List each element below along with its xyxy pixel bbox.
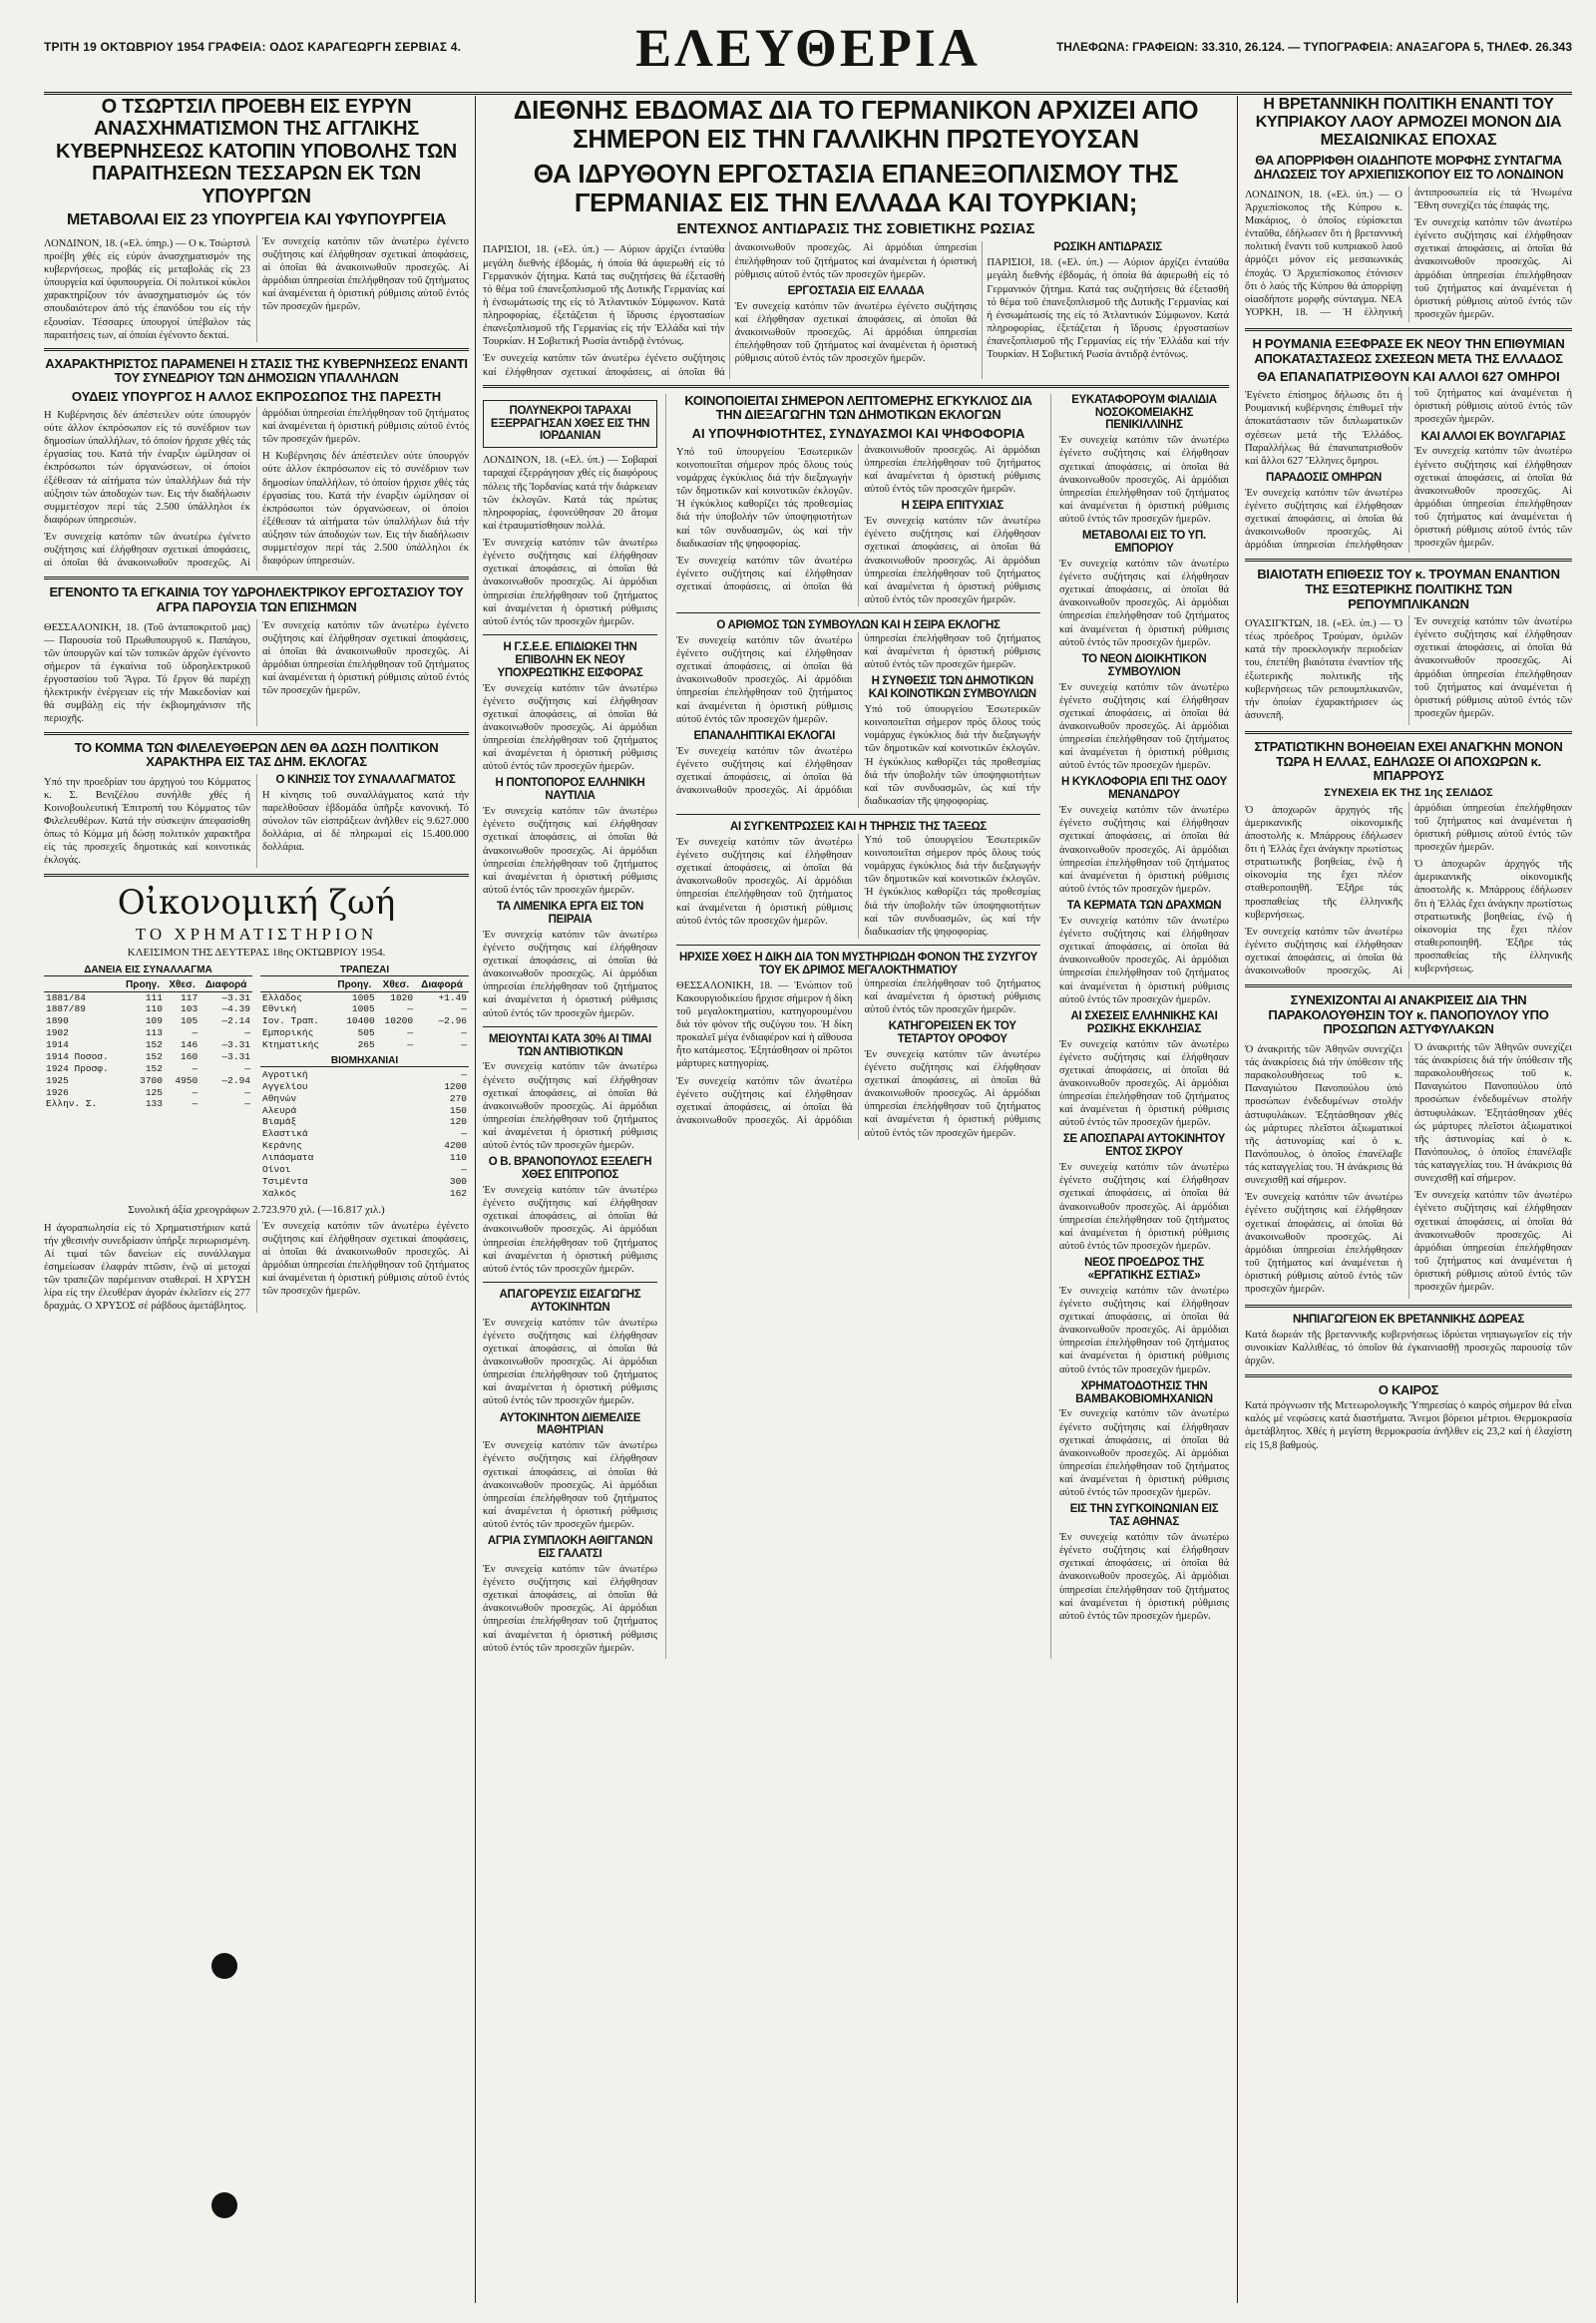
loans-row [44, 1039, 252, 1051]
loans-cell: 125 [145, 1086, 163, 1098]
soviet-reaction-subheadline: ΕΝΤΕΧΝΟΣ ΑΝΤΙΔΡΑΣΙΣ ΤΗΣ ΣΟΒΙΕΤΙΚΗΣ ΡΩΣΙΑΣ [676, 220, 1035, 238]
fourth-floor-title: ΚΑΤΗΓΟΡΕΙΣΕΝ ΕΚ ΤΟΥ ΤΕΤΑΡΤΟΥ ΟΡΟΦΟΥ [888, 1020, 1016, 1045]
cyprus-headline: Η ΒΡΕΤΑΝΝΙΚΗ ΠΟΛΙΤΙΚΗ ΕΝΑΝΤΙ ΤΟΥ ΚΥΠΡΙΑΚΟΥ ΛΑΟΥ ΑΡΜΟΖΕΙ ΜΟΝΟΝ ΔΙΑ ΜΕΣΑΙΩΝΙΚΑΣ ΕΠΟΧΑΣ [1255, 96, 1562, 149]
loans-cell: —3.31 [221, 991, 250, 1003]
banks-cell: — [407, 1003, 414, 1015]
industry-cell: 110 [449, 1152, 467, 1164]
antibiotics-text: Ἐν συνεχείᾳ κατόπιν τῶν ἀνωτέρω ἐγένετο συζήτησις καί ἐλήφθησαν σχετικαί ἀποφάσεις, αἱ ὁποῖαι θά ἀνακοινωθοῦν προσεχῶς. Αἱ ἁρμόδιαι ὑπηρεσίαι ἐπελήφθησαν τοῦ ζητήματος καί ἀναμένεται ἡ ὁριστική ρύθμισις αὐτοῦ ἐντός τῶν προσεχῶν ἡμερῶν. [483, 1061, 657, 1152]
loans-row [44, 1098, 252, 1110]
industry-row [260, 1116, 469, 1128]
banks-cell: —2.96 [438, 1015, 467, 1027]
panopoulos-article-text-end: Ἐν συνεχείᾳ κατόπιν τῶν ἀνωτέρω ἐγένετο συζήτησις καί ἐλήφθησαν σχετικαί ἀποφάσεις, αἱ ὁποῖαι θά ἀνακοινωθοῦν προσεχῶς. Αἱ ἁρμόδιαι ὑπηρεσίαι ἐπελήφθησαν τοῦ ζητήματος καί ἀναμένεται ἡ ὁριστική ρύθμισις αὐτοῦ ἐντός τῶν προσεχῶν ἡμερῶν. [1414, 1190, 1572, 1294]
car-import-text: Ἐν συνεχείᾳ κατόπιν τῶν ἀνωτέρω ἐγένετο συζήτησις καί ἐλήφθησαν σχετικαί ἀποφάσεις, αἱ ὁποῖαι θά ἀνακοινωθοῦν προσεχῶς. Αἱ ἁρμόδιαι ὑπηρεσίαι ἐπελήφθησαν τοῦ ζητήματος καί ἀναμένεται ἡ ὁριστική ρύθμισις αὐτοῦ ἐντός τῶν προσεχῶν ἡμερῶν. [483, 1317, 657, 1407]
jordan-riots-text: ΛΟΝΔΙΝΟΝ, 18. («Ελ. ύπ.) — Σοβαραί ταραχαί έξερράγησαν χθές είς διαφόρους πόλεις τῆς Ἰορδανίας κατά τήν διάρκειαν τῶν ἐκλογῶν. Κατά τάς πρώτας πληροφορίας, ἐφονεύθησαν 20 ἄτομα καί ἐτραυματίσθησαν πολλά. [483, 455, 657, 532]
loans-cell: —4.39 [221, 1003, 250, 1015]
bulgaria-text: Ἐν συνεχείᾳ κατόπιν τῶν ἀνωτέρω ἐγένετο συζήτησις καί ἐλήφθησαν σχετικαί ἀποφάσεις, αἱ ὁποῖαι θά ἀνακοινωθοῦν προσεχῶς. Αἱ ἁρμόδιαι ὑπηρεσίαι ἐπελήφθησαν τοῦ ζητήματος καί ἀναμένεται ἡ ὁριστική ρύθμισις αὐτοῦ ἐντός τῶν προσεχῶν ἡμερῶν. [1414, 446, 1572, 550]
barrows-continued-note: ΣΥΝΕΧΕΙΑ ΕΚ ΤΗΣ 1ης ΣΕΛΙΔΟΣ [1324, 786, 1493, 799]
rearmament-article-text-cont: Ἐν συνεχείᾳ κατόπιν τῶν ἀνωτέρω ἐγένετο συζήτησις καί ἐλήφθησαν σχετικαί ἀποφάσεις, αἱ ὁποῖαι θά ἀνακοινωθοῦν προσεχῶς. Αἱ ἁρμόδιαι ὑπηρεσίαι ἐπελήφθησαν τοῦ ζητήματος καί ἀναμένεται ἡ ὁριστική ρύθμισις αὐτοῦ ἐντός τῶν προσεχῶν ἡμερῶν. [483, 242, 978, 378]
loans-cell: — [192, 1027, 199, 1039]
barrows-article-text-cont: Ἐν συνεχείᾳ κατόπιν τῶν ἀνωτέρω ἐγένετο συζήτησις καί ἐλήφθησαν σχετικαί ἀποφάσεις, αἱ ὁποῖαι θά ἀνακοινωθοῦν προσεχῶς. Αἱ ἁρμόδιαι ὑπηρεσίαι ἐπελήφθησαν τοῦ ζητήματος καί ἀναμένεται ἡ ὁριστική ρύθμισις αὐτοῦ ἐντός τῶν προσεχῶν ἡμερῶν. [1245, 802, 1572, 977]
industry-cell: 300 [449, 1175, 467, 1187]
industry-cell: 4200 [444, 1140, 467, 1152]
factories-greece-title: ΕΡΓΟΣΤΑΣΙΑ ΕΙΣ ΕΛΛΑΔΑ [787, 284, 925, 297]
center-right-narrow-column [1050, 394, 1229, 1659]
industry-cell: 270 [449, 1092, 467, 1104]
banks-row [260, 1027, 469, 1039]
stock-exchange-title: ΤΟ ΧΡΗΜΑΤΙΣΤΗΡΙΟΝ [135, 924, 378, 944]
winning-order-text: Ἐν συνεχείᾳ κατόπιν τῶν ἀνωτέρω ἐγένετο συζήτησις καί ἐλήφθησαν σχετικαί ἀποφάσεις, αἱ ὁποῖαι θά ἀνακοινωθοῦν προσεχῶς. Αἱ ἁρμόδιαι ὑπηρεσίαι ἐπελήφθησαν τοῦ ζητήματος καί ἀναμένεται ἡ ὁριστική ρύθμισις αὐτοῦ ἐντός τῶν προσεχῶν ἡμερῶν. [864, 516, 1040, 605]
gsee-headline: Η Γ.Σ.Ε.Ε. ΕΠΙΔΙΩΚΕΙ ΤΗΝ ΕΠΙΒΟΛΗΝ ΕΚ ΝΕΟΥ ΥΠΟΧΡΕΩΤΙΚΗΣ ΕΙΣΦΟΡΑΣ [497, 640, 643, 679]
loans-table-block [44, 963, 252, 1200]
gatherings-headline: ΑΙ ΣΥΓΚΕΝΤΡΩΣΕΙΣ ΚΑΙ Η ΤΗΡΗΣΙΣ ΤΗΣ ΤΑΞΕΩΣ [729, 821, 988, 834]
industry-row [260, 1128, 469, 1140]
elections-text: Υπό τοῦ ὑπουργείου Ἐσωτερικῶν κοινοποιεῖται σήμερον πρός ὅλους τούς νομάρχας ἐγκύκλιος διά τήν διεξαγωγήν τῶν δημοτικῶν καί κοινοτικῶν ἐκλογῶν. Ἡ ἐγκύκλιος καθορίζει τάς προθεσμίας διά τήν ὑποβολήν τῶν ὑποψηφιοτήτων καί τῶν συνδυασμῶν, ὡς καί τήν διαδικασίαν τῆς ψηφοφορίας. [676, 446, 853, 550]
industry-row [260, 1140, 469, 1152]
industry-row [260, 1081, 469, 1093]
loans-cell: 1881/84 [46, 991, 86, 1003]
antibiotics-headline: ΜΕΙΟΥΝΤΑΙ ΚΑΤΑ 30% ΑΙ ΤΙΜΑΙ ΤΩΝ ΑΝΤΙΒΙΟΤΙΚΩΝ [489, 1032, 651, 1058]
shipping-headline: Η ΠΟΝΤΟΠΟΡΟΣ ΕΛΛΗΝΙΚΗ ΝΑΥΤΙΛΙΑ [495, 777, 645, 803]
masthead [44, 18, 1572, 95]
loans-cell: 110 [145, 1003, 163, 1015]
banks-cell: 1005 [351, 991, 375, 1003]
factories-greece-text: Ἐν συνεχείᾳ κατόπιν τῶν ἀνωτέρω ἐγένετο συζήτησις καί ἐλήφθησαν σχετικαί ἀποφάσεις, αἱ ὁποῖαι θά ἀνακοινωθοῦν προσεχῶς. Αἱ ἁρμόδιαι ὑπηρεσίαι ἐπελήφθησαν τοῦ ζητήματος καί ἀναμένεται ἡ ὁριστική ρύθμισις αὐτοῦ ἐντός τῶν προσεχῶν ἡμερῶν. [734, 300, 978, 365]
commerce-ministry-headline: ΜΕΤΑΒΟΛΑΙ ΕΙΣ ΤΟ ΥΠ. ΕΜΠΟΡΙΟΥ [1082, 530, 1206, 556]
barrows-article-text: Ὁ ἀποχωρῶν ἀρχηγός τῆς ἀμερικανικῆς οἰκονομικῆς ἀποστολῆς κ. Μπάρρους ἐδήλωσεν ὅτι ἡ Ἑλλάς ἔχει ἀνάγκην πρωτίστως στρατιωτικῆς βοηθείας, ἐνῷ ἡ οἰκονομία της ἔχει πλέον σταθεροποιηθῆ. Ἐξῆρε τάς προσπαθείας τῆς ἑλληνικῆς κυβερνήσεως. [1245, 804, 1402, 921]
galatsi-fight-text: Ἐν συνεχείᾳ κατόπιν τῶν ἀνωτέρω ἐγένετο συζήτησις καί ἐλήφθησαν σχετικαί ἀποφάσεις, αἱ ὁποῖαι θά ἀνακοινωθοῦν προσεχῶς. Αἱ ἁρμόδιαι ὑπηρεσίαι ἐπελήφθησαν τοῦ ζητήματος καί ἀναμένεται ἡ ὁριστική ρύθμισις αὐτοῦ ἐντός τῶν προσεχῶν ἡμερῶν. [483, 1563, 657, 1654]
penicillin-headline: ΕΥΚΑΤΑΦΟΡΟΥΜ ΦΙΑΛΙΔΙΑ ΝΟΣΟΚΟΜΕΙΑΚΗΣ ΠΕΝΙΚΙΛΛΙΝΗΣ [1071, 393, 1217, 432]
banks-cell: Ιον. Τραπ. [262, 1015, 320, 1027]
gsee-text: Ἐν συνεχείᾳ κατόπιν τῶν ἀνωτέρω ἐγένετο συζήτησις καί ἐλήφθησαν σχετικαί ἀποφάσεις, αἱ ὁποῖαι θά ἀνακοινωθοῦν προσεχῶς. Αἱ ἁρμόδιαι ὑπηρεσίαι ἐπελήφθησαν τοῦ ζητήματος καί ἀναμένεται ἡ ὁριστική ρύθμισις αὐτοῦ ἐντός τῶν προσεχῶν ἡμερῶν. [483, 682, 657, 773]
churchill-article [44, 235, 469, 342]
runoff-title: ΕΠΑΝΑΛΗΠΤΙΚΑΙ ΕΚΛΟΓΑΙ [693, 729, 836, 742]
issue-date-address: ΤΡΙΤΗ 19 ΟΚΤΩΒΡΙΟΥ 1954 ΓΡΑΦΕΙΑ: ΟΔΟΣ ΚΑΡΑΓΕΩΡΓΗ ΣΕΡΒΙΑΣ 4. [44, 40, 462, 54]
economy-section-title: Οἰκονομική ζωή [117, 882, 396, 923]
loans-row [44, 991, 252, 1003]
cyprus-article-text-cont: Ἐν συνεχείᾳ κατόπιν τῶν ἀνωτέρω ἐγένετο συζήτησις καί ἐλήφθησαν σχετικαί ἀποφάσεις, αἱ ὁποῖαι θά ἀνακοινωθοῦν προσεχῶς. Αἱ ἁρμόδιαι ὑπηρεσίαι ἐπελήφθησαν τοῦ ζητήματος καί ἀναμένεται ἡ ὁριστική ρύθμισις αὐτοῦ ἐντός τῶν προσεχῶν ἡμερῶν. [1414, 217, 1572, 320]
banks-row [260, 1015, 469, 1027]
winning-order-title: Η ΣΕΙΡΑ ΕΠΙΤΥΧΙΑΣ [901, 500, 1003, 513]
loans-header-cell: Χθεσ. [165, 978, 200, 992]
loans-cell: — [244, 1062, 250, 1074]
industry-cell: Αγγελίου [262, 1080, 308, 1092]
loans-cell: 1914 [46, 1039, 69, 1051]
churchill-subheadline: ΜΕΤΑΒΟΛΑΙ ΕΙΣ 23 ΥΠΟΥΡΓΕΙΑ ΚΑΙ ΥΦΥΠΟΥΡΓΕΙΑ [67, 210, 446, 228]
loans-cell: 113 [145, 1027, 163, 1039]
schoolgirl-accident-text: Ἐν συνεχείᾳ κατόπιν τῶν ἀνωτέρω ἐγένετο συζήτησις καί ἐλήφθησαν σχετικαί ἀποφάσεις, αἱ ὁποῖαι θά ἀνακοινωθοῦν προσεχῶς. Αἱ ἁρμόδιαι ὑπηρεσίαι ἐπελήφθησαν τοῦ ζητήματος καί ἀναμένεται ἡ ὁριστική ρύθμισις αὐτοῦ ἐντός τῶν προσεχῶν ἡμερῶν. [483, 1440, 657, 1531]
industry-cell: 1200 [444, 1080, 467, 1092]
weather-text: Κατά πρόγνωσιν τῆς Μετεωρολογικῆς Ὑπηρεσίας ὁ καιρός σήμερον θά εἶναι καλός μέ νεφώσεις κατά διαστήματα. Ἄνεμοι βόρειοι μέτριοι. Θερμοκρασία ἀμετάβλητος. Χθές ἡ μεγίστη θερμοκρασία ἀνῆλθεν εἰς 23,2 καί ἡ ἐλαχίστη εἰς 15,8 βαθμούς. [1245, 1400, 1572, 1451]
truman-article-text: ΟΥΑΣΙΓΚΤΩΝ, 18. («Ελ. ύπ.) — Ὁ τέως πρόεδρος Τρούμαν, ὁμιλῶν κατά τήν προεκλογικήν περιοδείαν του, ἐπετέθη βιαιότατα ἐναντίον τῆς ἐξωτερικῆς πολιτικῆς τῆς κυβερνήσεως τῶν ρεπουμπλικανῶν, τήν ὁποίαν ἐχαρακτήρισεν ὡς ἀσυνεπῆ. [1245, 618, 1402, 721]
strike-headline: ΑΧΑΡΑΚΤΗΡΙΣΤΟΣ ΠΑΡΑΜΕΝΕΙ Η ΣΤΑΣΙΣ ΤΗΣ ΚΥΒΕΡΝΗΣΕΩΣ ΕΝΑΝΤΙ ΤΟΥ ΣΥΝΕΔΡΙΟΥ ΤΩΝ ΔΗΜΟΣΙΩΝ ΥΠΑΛΛΗΛΩΝ [45, 355, 468, 386]
elections-article [676, 444, 1040, 606]
industry-cell: Λιπάσματα [262, 1152, 314, 1164]
banks-header-cell: Διαφορά [415, 978, 469, 992]
loans-cell: —3.31 [221, 1039, 250, 1051]
churchill-article-text: ΛΟΝΔΙΝΟΝ, 18. («Ελ. ύπηρ.) — Ο κ. Τσώρτσιλ προέβη χθές είς εύρύν άνασχηματισμόν της κυβερνήσεως, προβάς είς μεταβολάς είς 23 ύπουργεία καί ύφυπουργεία. Οί πολιτικοί κύκλοι χαρακτηρίζουν τόν άνασχηματισμόν ώς τόν σπουδαιότερον άπό τής έπανόδου του είς τήν εξουσίαν. Τέσσαρες ύπουργοί ύπέβαλον τάς παραιτήσεις των, αί όποίαι έγένοντο δεκταί. [44, 237, 250, 341]
center-wide-column [676, 394, 1040, 1659]
cyprus-subheadline: ΘΑ ΑΠΟΡΡΙΦΘΗ ΟΙΑΔΗΠΟΤΕ ΜΟΡΦΗΣ ΣΥΝΤΑΓΜΑ ΔΗΛΩΣΕΙΣ ΤΟΥ ΑΡΧΙΕΠΙΣΚΟΠΟΥ ΕΙΣ ΤΟ ΛΟΝΔΙΝΟΝ [1253, 152, 1564, 183]
loans-table [44, 978, 252, 1111]
columns-area [44, 96, 1572, 2303]
center-narrow-column [483, 394, 666, 1659]
panopoulos-article-text-cont: Ἐν συνεχείᾳ κατόπιν τῶν ἀνωτέρω ἐγένετο συζήτησις καί ἐλήφθησαν σχετικαί ἀποφάσεις, αἱ ὁποῖαι θά ἀνακοινωθοῦν προσεχῶς. Αἱ ἁρμόδιαι ὑπηρεσίαι ἐπελήφθησαν τοῦ ζητήματος καί ἀναμένεται ἡ ὁριστική ρύθμισις αὐτοῦ ἐντός τῶν προσεχῶν ἡμερῶν. [1245, 1192, 1402, 1296]
jordan-riots-headline: ΠΟΛΥΝΕΚΡΟΙ ΤΑΡΑΧΑΙ ΕΞΕΡΡΑΓΗΣΑΝ ΧΘΕΣ ΕΙΣ ΤΗΝ ΙΟΡΔΑΝΙΑΝ [490, 404, 650, 443]
schoolgirl-accident-headline: ΑΥΤΟΚΙΝΗΤΟΝ ΔΙΕΜΕΛΙΣΕ ΜΑΘΗΤΡΙΑΝ [499, 1411, 641, 1437]
liberal-party-article-text: Υπό την προεδρίαν του άρχηγού του Κόμματος κ. Σ. Βενιζέλου συνήλθε χθές ή Κοινοβουλευτική Έπιτροπή του Κόμματος τῶν Φιλελευθέρων. Κατά τήν σύσκεψιν άπεφασίσθη όπως τό Κόμμα μή δώσῃ πολιτικόν χαρακτῆρα είς τάς προσεχεῖς δημοτικάς καί κοινοτικάς ἐκλογάς. [44, 776, 250, 867]
industry-cell: Βιαμάξ [262, 1116, 297, 1128]
vranopoulos-headline: Ο Β. ΒΡΑΝΟΠΟΥΛΟΣ ΕΞΕΛΕΓΗ ΧΘΕΣ ΕΠΙΤΡΟΠΟΣ [488, 1156, 652, 1182]
elections-subheadline: ΑΙ ΥΠΟΨΗΦΙΟΤΗΤΕΣ, ΣΥΝΔΥΑΣΜΟΙ ΚΑΙ ΨΗΦΟΦΟΡΙΑ [691, 425, 1025, 441]
kindergarten-headline: ΝΗΠΙΑΓΩΓΕΙΟΝ ΕΚ ΒΡΕΤΑΝΝΙΚΗΣ ΔΩΡΕΑΣ [1293, 1314, 1524, 1327]
exchange-movement-title: Ο ΚΙΝΗΣΙΣ ΤΟΥ ΣΥΝΑΛΛΑΓΜΑΤΟΣ [275, 773, 456, 786]
loans-cell: 146 [181, 1039, 199, 1051]
cotton-industry-text: Ἐν συνεχείᾳ κατόπιν τῶν ἀνωτέρω ἐγένετο συζήτησις καί ἐλήφθησαν σχετικαί ἀποφάσεις, αἱ ὁποῖαι θά ἀνακοινωθοῦν προσεχῶς. Αἱ ἁρμόδιαι ὑπηρεσίαι ἐπελήφθησαν τοῦ ζητήματος καί ἀναμένεται ἡ ὁριστική ρύθμισις αὐτοῦ ἐντός τῶν προσεχῶν ἡμερῶν. [1059, 1408, 1229, 1499]
banks-cell: — [461, 1003, 467, 1015]
murder-trial-article [676, 977, 1040, 1140]
banks-row [260, 991, 469, 1003]
loans-row [44, 1087, 252, 1099]
loans-cell: 1887/89 [46, 1003, 86, 1015]
banks-table-block [260, 963, 469, 1200]
loans-cell: — [244, 1086, 250, 1098]
banks-header-cell [260, 978, 332, 992]
industry-cell: — [461, 1068, 467, 1080]
banks-cell: — [461, 1027, 467, 1039]
councils-composition-text: Υπό τοῦ ὑπουργείου Ἐσωτερικῶν κοινοποιεῖται σήμερον πρός ὅλους τούς νομάρχας ἐγκύκλιος διά τήν διεξαγωγήν τῶν δημοτικῶν καί κοινοτικῶν ἐκλογῶν. Ἡ ἐγκύκλιος καθορίζει τάς προθεσμίας διά τήν ὑποβολήν τῶν ὑποψηφιοτήτων καί τῶν συνδυασμῶν, ὡς καί τήν διαδικασίαν τῆς ψηφοφορίας. [864, 704, 1040, 807]
banks-cell: 10200 [384, 1015, 414, 1027]
loans-cell: — [192, 1062, 199, 1074]
loans-cell: 152 [145, 1062, 163, 1074]
stock-market-article [44, 1220, 469, 1314]
gatherings-article [676, 834, 1040, 939]
loans-cell: —2.14 [221, 1015, 250, 1027]
truman-article [1245, 615, 1572, 725]
barrows-headline: ΣΤΡΑΤΙΩΤΙΚΗΝ ΒΟΗΘΕΙΑΝ ΕΧΕΙ ΑΝΑΓΚΗΝ ΜΟΝΟΝ ΤΩΡΑ Η ΕΛΛΑΣ, ΕΔΗΛΩΣΕ ΟΙ ΑΠΟΧΩΡΩΝ κ. ΜΠΑΡΡΟΥΣ [1254, 739, 1563, 784]
stock-market-text: Η άγοραπωλησία είς τό Χρηματιστήριον κατά τήν χθεσινήν συνεδρίασιν ύπήρξε περιωρισμένη. Αί τιμαί τῶν δανείων είς συνάλλαγμα ἐσημείωσαν ἐλαφράν πτῶσιν, ἐνῷ αἱ μετοχαί τῶν τραπεζῶν παρέμειναν σταθεραί. Η ΧΡΥΣΗ λίρα είς την έλευθέραν ἀγοράν ἐκλεῖσεν είς 277 δραχμάς. Ο ΧΡΥΣΟΣ σέ ράβδους ἀμετάβλητος. [44, 1222, 250, 1313]
church-relations-headline: ΑΙ ΣΧΕΣΕΙΣ ΕΛΛΗΝΙΚΗΣ ΚΑΙ ΡΩΣΙΚΗΣ ΕΚΚΛΗΣΙΑΣ [1070, 1009, 1218, 1035]
banks-header-cell: Προηγ. [332, 978, 377, 992]
industry-cell: Τσιμέντα [262, 1175, 308, 1187]
banks-cell: 505 [357, 1027, 375, 1039]
stock-exchange-date: ΚΛΕΙΣΙΜΟΝ ΤΗΣ ΔΕΥΤΕΡΑΣ 18ης ΟΚΤΩΒΡΙΟΥ 1954. [127, 946, 386, 959]
industry-cell: Αλευρά [262, 1104, 297, 1116]
churchill-article-text-cont: Ἐν συνεχείᾳ κατόπιν τῶν ἀνωτέρω ἐγένετο συζήτησις καί ἐλήφθησαν σχετικαί ἀποφάσεις, αἱ ὁποῖαι θά ἀνακοινωθοῦν προσεχῶς. Αἱ ἁρμόδιαι ὑπηρεσίαι ἐπελήφθησαν τοῦ ζητήματος καί ἀναμένεται ἡ ὁριστική ρύθμισις αὐτοῦ ἐντός τῶν προσεχῶν ἡμερῶν. [262, 235, 469, 313]
loans-cell: 133 [145, 1098, 163, 1110]
hydro-article-text-cont: Ἐν συνεχείᾳ κατόπιν τῶν ἀνωτέρω ἐγένετο συζήτησις καί ἐλήφθησαν σχετικαί ἀποφάσεις, αἱ ὁποῖαι θά ἀνακοινωθοῦν προσεχῶς. Αἱ ἁρμόδιαι ὑπηρεσίαι ἐπελήφθησαν τοῦ ζητήματος καί ἀναμένεται ἡ ὁριστική ρύθμισις αὐτοῦ ἐντός τῶν προσεχῶν ἡμερῶν. [262, 619, 469, 697]
banks-cell: — [407, 1039, 414, 1051]
jordan-riots-box [483, 400, 657, 449]
germany-banner-headline: ΔΙΕΘΝΗΣ ΕΒΔΟΜΑΣ ΔΙΑ ΤΟ ΓΕΡΜΑΝΙΚΟΝ ΑΡΧΙΖΕΙ ΑΠΟ ΣΗΜΕΡΟΝ ΕΙΣ ΤΗΝ ΓΑΛΛΙΚΗΝ ΠΡΩΤΕΥΟΥΣΑΝ [513, 96, 1199, 155]
murder-trial-text: ΘΕΣΣΑΛΟΝΙΚΗ, 18. — Ἐνώπιον τοῦ Κακουργιοδικείου ἤρχισε σήμερον ἡ δίκη τοῦ μεγαλοκτηματίου, κατηγορουμένου διά τόν φόνον τῆς συζύγου του. Ἡ δίκη προκαλεῖ μέγα ἐνδιαφέρον καί ἡ αἴθουσα ἦτο κατάμεστος. Ἐξητάσθησαν οἱ πρῶτοι μάρτυρες κατηγορίας. [676, 979, 853, 1070]
new-board-headline: ΤΟ ΝΕΟΝ ΔΙΟΙΚΗΤΙΚΟΝ ΣΥΜΒΟΥΛΙΟΝ [1081, 652, 1207, 678]
center-lower-area [483, 394, 1229, 1659]
ink-blot-mark [211, 1953, 237, 1979]
russian-reaction-title: ΡΩΣΙΚΗ ΑΝΤΙΔΡΑΣΙΣ [1053, 241, 1162, 254]
cyprus-article-text: ΛΟΝΔΙΝΟΝ, 18. («Ελ. ύπ.) — Ο Ἀρχιεπίσκοπος τῆς Κύπρου κ. Μακάριος, ὁ ὁποῖος εὑρίσκεται ἐνταῦθα, ἐδήλωσεν ὅτι ἡ βρεταννική πολιτική ἔναντι τοῦ κυπριακοῦ λαοῦ ἁρμόζει μόνον εἰς μεσαιωνικάς ἐποχάς. Ὁ Ἀρχιεπίσκοπος ἐτόνισεν ὅτι ὁ λαός τῆς Κύπρου θά ἀπορρίψῃ οἱασδήποτε μορφῆς σύνταγμα. ΝΕΑ ΥΟΡΚΗ, 18. — Ἡ ἑλληνική ἀντιπροσωπεία εἰς τά Ἡνωμένα Ἔθνη συνεχίζει τάς ἐπαφάς της. [1245, 187, 1572, 318]
truman-article-text-cont: Ἐν συνεχείᾳ κατόπιν τῶν ἀνωτέρω ἐγένετο συζήτησις καί ἐλήφθησαν σχετικαί ἀποφάσεις, αἱ ὁποῖαι θά ἀνακοινωθοῦν προσεχῶς. Αἱ ἁρμόδιαι ὑπηρεσίαι ἐπελήφθησαν τοῦ ζητήματος καί ἀναμένεται ἡ ὁριστική ρύθμισις αὐτοῦ ἐντός τῶν προσεχῶν ἡμερῶν. [1414, 616, 1572, 719]
romania-article-text: Ἐγένετο ἐπίσημος δήλωσις ὅτι ἡ Ρουμανική κυβέρνησις ἐπιθυμεῖ τήν ἀποκατάστασιν τῶν διπλωματικῶν σχέσεων μετά τῆς Ἑλλάδος. Παραλλήλως θά ἐπαναπατρισθοῦν καί ἄλλοι 627 Ἕλληνες ὅμηροι. [1245, 390, 1402, 467]
menandrou-headline: Η ΚΥΚΛΟΦΟΡΙΑ ΕΠΙ ΤΗΣ ΟΔΟΥ ΜΕΝΑΝΔΡΟΥ [1060, 776, 1228, 802]
church-relations-text: Ἐν συνεχείᾳ κατόπιν τῶν ἀνωτέρω ἐγένετο συζήτησις καί ἐλήφθησαν σχετικαί ἀποφάσεις, αἱ ὁποῖαι θά ἀνακοινωθοῦν προσεχῶς. Αἱ ἁρμόδιαι ὑπηρεσίαι ἐπελήφθησαν τοῦ ζητήματος καί ἀναμένεται ἡ ὁριστική ρύθμισις αὐτοῦ ἐντός τῶν προσεχῶν ἡμερῶν. [1059, 1038, 1229, 1129]
banks-cell: Εμπορικής [262, 1027, 314, 1039]
left-column [44, 96, 469, 2303]
commerce-ministry-text: Ἐν συνεχείᾳ κατόπιν τῶν ἀνωτέρω ἐγένετο συζήτησις καί ἐλήφθησαν σχετικαί ἀποφάσεις, αἱ ὁποῖαι θά ἀνακοινωθοῦν προσεχῶς. Αἱ ἁρμόδιαι ὑπηρεσίαι ἐπελήφθησαν τοῦ ζητήματος καί ἀναμένεται ἡ ὁριστική ρύθμισις αὐτοῦ ἐντός τῶν προσεχῶν ἡμερῶν. [1059, 558, 1229, 648]
loans-row [44, 1015, 252, 1027]
banks-cell: — [461, 1039, 467, 1051]
banks-cell: Κτηματικής [262, 1039, 320, 1051]
industry-cell: Χαλκός [262, 1187, 297, 1199]
rearmament-article-text: ΠΑΡΙΣΙΟΙ, 18. («Ελ. ύπ.) — Αύριον άρχίζει ένταύθα μεγάλη διεθνής έβδομάς, ή όποία θά άφιερωθή είς τό Γερμανικόν ζήτημα. Κατά τας συζητήσεις θά έξετασθή τό θέμα τοῦ ἐπανεξοπλισμοῦ τῆς Δυτικῆς Γερμανίας καί ἡ ἐνσωμάτωσίς της είς τό Ἀτλαντικόν Σύμφωνον. Κατά πληροφορίας, ἐξετάζεται ἡ ἵδρυσις ἐργοστασίων ἐπανεξοπλισμοῦ τῆς Γερμανίας εἰς τήν Ἑλλάδα καί τήν Τουρκίαν. Η Σοβιετική Ρωσία ἀντιδρᾷ ἐντόνως. [483, 244, 725, 348]
industry-cell: — [461, 1128, 467, 1140]
murder-trial-text-cont: Ἐν συνεχείᾳ κατόπιν τῶν ἀνωτέρω ἐγένετο συζήτησις καί ἐλήφθησαν σχετικαί ἀποφάσεις, αἱ ὁποῖαι θά ἀνακοινωθοῦν προσεχῶς. Αἱ ἁρμόδιαι ὑπηρεσίαι ἐπελήφθησαν τοῦ ζητήματος καί ἀναμένεται ἡ ὁριστική ρύθμισις αὐτοῦ ἐντός τῶν προσεχῶν ἡμερῶν. [676, 977, 1040, 1126]
loans-cell: 1890 [46, 1015, 69, 1027]
truman-headline: ΒΙΑΙΟΤΑΤΗ ΕΠΙΘΕΣΙΣ ΤΟΥ κ. ΤΡΟΥΜΑΝ ΕΝΑΝΤΙΟΝ ΤΗΣ ΕΞΩΤΕΡΙΚΗΣ ΠΟΛΙΤΙΚΗΣ ΤΩΝ ΡΕΠΟΥΜΠΛΙΚΑΝΩΝ [1257, 567, 1560, 611]
loans-cell: 109 [145, 1015, 163, 1027]
loans-cell: — [192, 1098, 199, 1110]
industry-row [260, 1093, 469, 1105]
banks-cell: 1020 [390, 991, 414, 1003]
harbor-works-headline: ΤΑ ΛΙΜΕΝΙΚΑ ΕΡΓΑ ΕΙΣ ΤΟΝ ΠΕΙΡΑΙΑ [497, 901, 643, 926]
loans-row [44, 1027, 252, 1039]
strike-article-text-more: Η Κυβέρνησις δέν άπέστειλεν ούτε ύπουργόν ούτε άλλον έκπρόσωπον είς τό συνέδριον των δημοσίων ύπαλλήλων, τό όποίον ήρχισε χθές τάς έργασίας του. Κατά τήν έναρξιν ώμίλησαν οί έκπρόσωποι τών όργανώσεων, οί όποίοι έξέθεσαν τά αίτήματα τών ύπαλλήλων διά τήν αύξησιν τών άποδοχών των. Εις τήν διαδήλωσιν συμμετέσχον περί τάς 2.500 ύπάλληλοι έκ διαφόρων ύπηρεσιών. [262, 451, 469, 568]
industry-cell: — [461, 1163, 467, 1175]
newspaper-title: ΕΛΕΥΘΕΡΙΑ [635, 18, 981, 78]
councils-composition-title: Η ΣΥΝΘΕΣΙΣ ΤΩΝ ΔΗΜΟΤΙΚΩΝ ΚΑΙ ΚΟΙΝΟΤΙΚΩΝ ΣΥΜΒΟΥΛΙΩΝ [868, 675, 1036, 701]
cotton-industry-headline: ΧΡΗΜΑΤΟΔΟΤΗΣΙΣ ΤΗΝ ΒΑΜΒΑΚΟΒΙΟΜΗΧΑΝΙΩΝ [1075, 1379, 1213, 1405]
strike-article-text: Η Κυβέρνησις δέν άπέστειλεν ούτε ύπουργόν ούτε άλλον έκπρόσωπον είς τό συνέδριον των δημοσίων ύπαλλήλων, τό όποίον ήρχισε χθές τάς έργασίας του. Κατά τήν έναρξιν ώμίλησαν οί έκπρόσωποι τών όργανώσεων, οί όποίοι έξέθεσαν τά αίτήματα τών ύπαλλήλων διά τήν αύξησιν τών άποδοχών των. Εις τήν διαδήλωσιν συμμετέσχον περί τάς 2.500 ύπάλληλοι έκ διαφόρων ύπηρεσιών. [44, 409, 250, 526]
industry-cell: Ελαστικά [262, 1128, 308, 1140]
strike-subheadline: ΟΥΔΕΙΣ ΥΠΟΥΡΓΟΣ Η ΑΛΛΟΣ ΕΚΠΡΟΣΩΠΟΣ ΤΗΣ ΠΑΡΕΣΤΗ [71, 388, 442, 404]
penicillin-text: Ἐν συνεχείᾳ κατόπιν τῶν ἀνωτέρω ἐγένετο συζήτησις καί ἐλήφθησαν σχετικαί ἀποφάσεις, αἱ ὁποῖαι θά ἀνακοινωθοῦν προσεχῶς. Αἱ ἁρμόδιαι ὑπηρεσίαι ἐπελήφθησαν τοῦ ζητήματος καί ἀναμένεται ἡ ὁριστική ρύθμισις αὐτοῦ ἐντός τῶν προσεχῶν ἡμερῶν. [1059, 435, 1229, 526]
vranopoulos-text: Ἐν συνεχείᾳ κατόπιν τῶν ἀνωτέρω ἐγένετο συζήτησις καί ἐλήφθησαν σχετικαί ἀποφάσεις, αἱ ὁποῖαι θά ἀνακοινωθοῦν προσεχῶς. Αἱ ἁρμόδιαι ὑπηρεσίαι ἐπελήφθησαν τοῦ ζητήματος καί ἀναμένεται ἡ ὁριστική ρύθμισις αὐτοῦ ἐντός τῶν προσεχῶν ἡμερῶν. [483, 1185, 657, 1275]
banks-table-caption: ΤΡΑΠΕΖΑΙ [260, 965, 469, 976]
industry-cell: Κεράνης [262, 1140, 302, 1152]
churchill-headline: Ο ΤΣΩΡΤΣΙΛ ΠΡΟΕΒΗ ΕΙΣ ΕΥΡΥΝ ΑΝΑΣΧΗΜΑΤΙΣΜΟΝ ΤΗΣ ΑΓΓΛΙΚΗΣ ΚΥΒΕΡΝΗΣΕΩΣ ΚΑΤΟΠΙΝ ΥΠΟΒΟΛΗΣ ΤΩΝ ΠΑΡΑΙΤΗΣΕΩΝ ΤΕΣΣΑΡΩΝ ΕΚ ΤΩΝ ΥΠΟΥΡΓΩΝ [56, 96, 457, 207]
loans-cell: 111 [145, 991, 163, 1003]
athens-transport-text: Ἐν συνεχείᾳ κατόπιν τῶν ἀνωτέρω ἐγένετο συζήτησις καί ἐλήφθησαν σχετικαί ἀποφάσεις, αἱ ὁποῖαι θά ἀνακοινωθοῦν προσεχῶς. Αἱ ἁρμόδιαι ὑπηρεσίαι ἐπελήφθησαν τοῦ ζητήματος καί ἀναμένεται ἡ ὁριστική ρύθμισις αὐτοῦ ἐντός τῶν προσεχῶν ἡμερῶν. [1059, 1532, 1229, 1622]
workers-hearth-text: Ἐν συνεχείᾳ κατόπιν τῶν ἀνωτέρω ἐγένετο συζήτησις καί ἐλήφθησαν σχετικαί ἀποφάσεις, αἱ ὁποῖαι θά ἀνακοινωθοῦν προσεχῶς. Αἱ ἁρμόδιαι ὑπηρεσίαι ἐπελήφθησαν τοῦ ζητήματος καί ἀναμένεται ἡ ὁριστική ρύθμισις αὐτοῦ ἐντός τῶν προσεχῶν ἡμερῶν. [1059, 1285, 1229, 1375]
galatsi-fight-headline: ΑΓΡΙΑ ΣΥΜΠΛΟΚΗ ΑΘΙΓΓΑΝΩΝ ΕΙΣ ΓΑΛΑΤΣΙ [487, 1535, 653, 1561]
stock-market-text-cont: Ἐν συνεχείᾳ κατόπιν τῶν ἀνωτέρω ἐγένετο συζήτησις καί ἐλήφθησαν σχετικαί ἀποφάσεις, αἱ ὁποῖαι θά ἀνακοινωθοῦν προσεχῶς. Αἱ ἁρμόδιαι ὑπηρεσίαι ἐπελήφθησαν τοῦ ζητήματος καί ἀναμένεται ἡ ὁριστική ρύθμισις αὐτοῦ ἐντός τῶν προσεχῶν ἡμερῶν. [262, 1220, 469, 1298]
loans-cell: —2.94 [221, 1074, 250, 1086]
industry-table [260, 1069, 469, 1200]
kindergarten-text: Κατά δωρεάν τῆς βρεταννικῆς κυβερνήσεως ἱδρύεται νηπιαγωγεῖον εἰς τήν συνοικίαν Καλλιθέας, τό ὁποῖον θά ἐγκαινιασθῇ προσεχῶς παρουσίᾳ τῶν ἀρχῶν. [1245, 1330, 1572, 1367]
loans-table-caption: ΔΑΝΕΙΑ ΕΙΣ ΣΥΝΑΛΛΑΓΜΑ [44, 965, 252, 976]
phone-numbers: ΤΗΛΕΦΩΝΑ: ΓΡΑΦΕΙΩΝ: 33.310, 26.124. — ΤΥΠΟΓΡΑΦΕΙΑ: ΑΝΑΞΑΓΟΡΑ 5, ΤΗΛΕΦ. 26.343 [1055, 40, 1572, 54]
rearmament-article [483, 241, 1229, 378]
murder-trial-headline: ΗΡΧΙΣΕ ΧΘΕΣ Η ΔΙΚΗ ΔΙΑ ΤΟΝ ΜΥΣΤΗΡΙΩΔΗ ΦΟΝΟΝ ΤΗΣ ΣΥΖΥΓΟΥ ΤΟΥ ΕΚ ΔΡΙΜΟΣ ΜΕΓΑΛΟΚΤΗΜΑΤΙΟΥ [679, 951, 1037, 976]
banks-cell: Εθνική [262, 1003, 297, 1015]
banks-cell: Ελλάδος [262, 991, 302, 1003]
industry-cell: Οίνοι [262, 1163, 291, 1175]
new-board-text: Ἐν συνεχείᾳ κατόπιν τῶν ἀνωτέρω ἐγένετο συζήτησις καί ἐλήφθησαν σχετικαί ἀποφάσεις, αἱ ὁποῖαι θά ἀνακοινωθοῦν προσεχῶς. Αἱ ἁρμόδιαι ὑπηρεσίαι ἐπελήφθησαν τοῦ ζητήματος καί ἀναμένεται ἡ ὁριστική ρύθμισις αὐτοῦ ἐντός τῶν προσεχῶν ἡμερῶν. [1059, 681, 1229, 772]
banks-header-cell: Χθεσ. [377, 978, 415, 992]
loans-cell: 152 [145, 1039, 163, 1051]
loans-cell: 1925 [46, 1074, 69, 1086]
industry-row [260, 1152, 469, 1164]
elections-text-cont: Ἐν συνεχείᾳ κατόπιν τῶν ἀνωτέρω ἐγένετο συζήτησις καί ἐλήφθησαν σχετικαί ἀποφάσεις, αἱ ὁποῖαι θά ἀνακοινωθοῦν προσεχῶς. Αἱ ἁρμόδιαι ὑπηρεσίαι ἐπελήφθησαν τοῦ ζητήματος καί ἀναμένεται ἡ ὁριστική ρύθμισις αὐτοῦ ἐντός τῶν προσεχῶν ἡμερῶν. [676, 444, 1040, 593]
shipping-text: Ἐν συνεχείᾳ κατόπιν τῶν ἀνωτέρω ἐγένετο συζήτησις καί ἐλήφθησαν σχετικαί ἀποφάσεις, αἱ ὁποῖαι θά ἀνακοινωθοῦν προσεχῶς. Αἱ ἁρμόδιαι ὑπηρεσίαι ἐπελήφθησαν τοῦ ζητήματος καί ἀναμένεται ἡ ὁριστική ρύθμισις αὐτοῦ ἐντός τῶν προσεχῶν ἡμερῶν. [483, 806, 657, 896]
jordan-riots-text-cont: Ἐν συνεχείᾳ κατόπιν τῶν ἀνωτέρω ἐγένετο συζήτησις καί ἐλήφθησαν σχετικαί ἀποφάσεις, αἱ ὁποῖαι θά ἀνακοινωθοῦν προσεχῶς. Αἱ ἁρμόδιαι ὑπηρεσίαι ἐπελήφθησαν τοῦ ζητήματος καί ἀναμένεται ἡ ὁριστική ρύθμισις αὐτοῦ ἐντός τῶν προσεχῶν ἡμερῶν. [483, 538, 657, 627]
industry-cell: 150 [449, 1104, 467, 1116]
romania-subheadline: ΘΑ ΕΠΑΝΑΠΑΤΡΙΣΘΟΥΝ ΚΑΙ ΑΛΛΟΙ 627 ΟΜΗΡΟΙ [1257, 369, 1560, 385]
rearmament-banner-headline: ΘΑ ΙΔΡΥΘΟΥΝ ΕΡΓΟΣΤΑΣΙΑ ΕΠΑΝΕΞΟΠΛΙΣΜΟΥ ΤΗΣ ΓΕΡΜΑΝΙΑΣ ΕΙΣ ΤΗΝ ΕΛΛΑΔΑ ΚΑΙ ΤΟΥΡΚΙΑΝ; [533, 159, 1179, 218]
romania-article [1245, 387, 1572, 553]
strike-article [44, 407, 469, 572]
center-column [483, 96, 1229, 2303]
loans-cell: 103 [181, 1003, 199, 1015]
banks-table [260, 978, 469, 1051]
fourth-floor-text: Ἐν συνεχείᾳ κατόπιν τῶν ἀνωτέρω ἐγένετο συζήτησις καί ἐλήφθησαν σχετικαί ἀποφάσεις, αἱ ὁποῖαι θά ἀνακοινωθοῦν προσεχῶς. Αἱ ἁρμόδιαι ὑπηρεσίαι ἐπελήφθησαν τοῦ ζητήματος καί ἀναμένεται ἡ ὁριστική ρύθμισις αὐτοῦ ἐντός τῶν προσεχῶν ἡμερῶν. [864, 1048, 1040, 1139]
loans-header-cell: Προηγ. [121, 978, 165, 992]
loans-cell: 1914 Ποσοσ. [46, 1050, 109, 1062]
panopoulos-article-text: Ὁ ἀνακριτής τῶν Ἀθηνῶν συνεχίζει τάς ἀνακρίσεις διά τήν ὑπόθεσιν τῆς παρακολουθήσεως τοῦ κ. Παναγιώτου Πανοπούλου ὑπό προσώπων ἐνδεδυμένων στολήν ἀστυφυλάκων. Ἐξητάσθησαν χθές ὡς μάρτυρες πλεῖστοι ἀξιωματικοί τῆς ἀστυνομίας καί ὁ κ. Πανόπουλος, ὁ ὁποῖος ἐπανέλαβε τάς καταγγελίας του. Ἡ ἀνάκρισις θά συνεχισθῇ καί σήμερον. [1245, 1043, 1402, 1187]
right-column [1245, 96, 1572, 2303]
banks-cell: 10400 [346, 1015, 375, 1027]
loans-cell: 3700 [140, 1074, 163, 1086]
barrows-article-text-more: Ὁ ἀποχωρῶν ἀρχηγός τῆς ἀμερικανικῆς οἰκονομικῆς ἀποστολῆς κ. Μπάρρους ἐδήλωσεν ὅτι ἡ Ἑλλάς ἔχει ἀνάγκην πρωτίστως στρατιωτικῆς βοηθείας, ἐνῷ ἡ οἰκονομία της ἔχει πλέον σταθεροποιηθῆ. Ἐξῆρε τάς προσπαθείας τῆς ἑλληνικῆς κυβερνήσεως. [1414, 859, 1572, 975]
banks-cell: 265 [357, 1039, 375, 1051]
panopoulos-article-text-more: Ὁ ἀνακριτής τῶν Ἀθηνῶν συνεχίζει τάς ἀνακρίσεις διά τήν ὑπόθεσιν τῆς παρακολουθήσεως τοῦ κ. Παναγιώτου Πανοπούλου ὑπό προσώπων ἐνδεδυμένων στολήν ἀστυφυλάκων. Ἐξητάσθησαν χθές ὡς μάρτυρες πλεῖστοι ἀξιωματικοί τῆς ἀστυνομίας καί ὁ κ. Πανόπουλος, ὁ ὁποῖος ἐπανέλαβε τάς καταγγελίας του. Ἡ ἀνάκρισις θά συνεχισθῇ καί σήμερον. [1414, 1041, 1572, 1185]
loans-cell: Ελλην. Σ. [46, 1098, 98, 1110]
ink-blot-mark [211, 2192, 237, 2218]
loans-cell: 160 [181, 1050, 199, 1062]
barrows-article [1245, 802, 1572, 979]
industry-cell: Αγροτική [262, 1068, 308, 1080]
liberal-party-article [44, 774, 469, 868]
russian-reaction-text: ΠΑΡΙΣΙΟΙ, 18. («Ελ. ύπ.) — Αύριον άρχίζει ένταύθα μεγάλη διεθνής έβδομάς, ή όποία θά άφιερωθή είς τό Γερμανικόν ζήτημα. Κατά τας συζητήσεις θά έξετασθή τό θέμα τοῦ ἐπανεξοπλισμοῦ τῆς Δυτικῆς Γερμανίας καί ἡ ἐνσωμάτωσίς της είς τό Ἀτλαντικόν Σύμφωνον. Κατά πληροφορίας, ἐξετάζεται ἡ ἵδρυσις ἐργοστασίων ἐπανεξοπλισμοῦ τῆς Γερμανίας εἰς τήν Ἑλλάδα καί τήν Τουρκίαν. Η Σοβιετική Ρωσία ἀντιδρᾷ ἐντόνως. [987, 257, 1229, 361]
loans-cell: — [244, 1027, 250, 1039]
loans-header-cell: Διαφορά [200, 978, 252, 992]
industry-table-caption: ΒΙΟΜΗΧΑΝΙΑΙ [260, 1055, 469, 1067]
loans-row [44, 1075, 252, 1087]
car-accident-text: Ἐν συνεχείᾳ κατόπιν τῶν ἀνωτέρω ἐγένετο συζήτησις καί ἐλήφθησαν σχετικαί ἀποφάσεις, αἱ ὁποῖαι θά ἀνακοινωθοῦν προσεχῶς. Αἱ ἁρμόδιαι ὑπηρεσίαι ἐπελήφθησαν τοῦ ζητήματος καί ἀναμένεται ἡ ὁριστική ρύθμισις αὐτοῦ ἐντός τῶν προσεχῶν ἡμερῶν. [1059, 1162, 1229, 1252]
loans-cell: —3.31 [221, 1050, 250, 1062]
hydro-article [44, 619, 469, 726]
bulgaria-title: ΚΑΙ ΑΛΛΟΙ ΕΚ ΒΟΥΛΓΑΡΙΑΣ [1420, 430, 1566, 443]
loans-cell: 1902 [46, 1027, 69, 1039]
industry-cell: 120 [449, 1116, 467, 1128]
loans-cell: 4950 [175, 1074, 199, 1086]
loans-cell: 1926 [46, 1086, 69, 1098]
stock-tables [44, 963, 469, 1200]
weather-headline: Ο ΚΑΙΡΟΣ [1378, 1381, 1439, 1397]
loans-cell: 1924 Προσφ. [46, 1062, 109, 1074]
hydro-article-text: ΘΕΣΣΑΛΟΝΙΚΗ, 18. (Τοῦ ἀνταποκριτοῦ μας) — Παρουσία τοῦ Πρωθυπουργοῦ κ. Παπάγου, τῶν ὑπουργῶν καί τῶν τοπικῶν ἀρχῶν ἐγένοντο σήμερον τά ἐγκαίνια τοῦ ὑδροηλεκτρικοῦ ἐργοστασίου τοῦ Ἄγρα. Τό ἔργον θά παρέχῃ ἠλεκτρικήν ἐνέργειαν εἰς τήν Μακεδονίαν καί θά συμβάλῃ εἰς τήν ἐκβιομηχάνισιν τῆς περιοχῆς. [44, 621, 250, 725]
banks-row [260, 1003, 469, 1015]
harbor-works-text: Ἐν συνεχείᾳ κατόπιν τῶν ἀνωτέρω ἐγένετο συζήτησις καί ἐλήφθησαν σχετικαί ἀποφάσεις, αἱ ὁποῖαι θά ἀνακοινωθοῦν προσεχῶς. Αἱ ἁρμόδιαι ὑπηρεσίαι ἐπελήφθησαν τοῦ ζητήματος καί ἀναμένεται ἡ ὁριστική ρύθμισις αὐτοῦ ἐντός τῶν προσεχῶν ἡμερῶν. [483, 929, 657, 1019]
elections-headline: ΚΟΙΝΟΠΟΙΕΙΤΑΙ ΣΗΜΕΡΟΝ ΛΕΠΤΟΜΕΡΗΣ ΕΓΚΥΚΛΙΟΣ ΔΙΑ ΤΗΝ ΔΙΕΞΑΓΩΓΗΝ ΤΩΝ ΔΗΜΟΤΙΚΩΝ ΕΚΛΟΓΩΝ [684, 392, 1032, 423]
banks-cell: 1005 [351, 1003, 375, 1015]
athens-transport-headline: ΕΙΣ ΤΗΝ ΣΥΓΚΟΙΝΩΝΙΑΝ ΕΙΣ ΤΑΣ ΑΘΗΝΑΣ [1069, 1503, 1219, 1529]
loans-row [44, 1063, 252, 1075]
strike-article-text-cont: Ἐν συνεχείᾳ κατόπιν τῶν ἀνωτέρω ἐγένετο συζήτησις καί ἐλήφθησαν σχετικαί ἀποφάσεις, αἱ ὁποῖαι θά ἀνακοινωθοῦν προσεχῶς. Αἱ ἁρμόδιαι ὑπηρεσίαι ἐπελήφθησαν τοῦ ζητήματος καί ἀναμένεται ἡ ὁριστική ρύθμισις αὐτοῦ ἐντός τῶν προσεχῶν ἡμερῶν. [44, 407, 469, 570]
gatherings-text: Ἐν συνεχείᾳ κατόπιν τῶν ἀνωτέρω ἐγένετο συζήτησις καί ἐλήφθησαν σχετικαί ἀποφάσεις, αἱ ὁποῖαι θά ἀνακοινωθοῦν προσεχῶς. Αἱ ἁρμόδιαι ὑπηρεσίαι ἐπελήφθησαν τοῦ ζητήματος καί ἀναμένεται ἡ ὁριστική ρύθμισις αὐτοῦ ἐντός τῶν προσεχῶν ἡμερῶν. [676, 836, 853, 927]
exchange-movement-text: Η κίνησις τοῦ συναλλάγματος κατά τήν παρελθοῦσαν ἑβδομάδα ὑπῆρξε κανονική. Τό σύνολον τῶν εἰσπράξεων ἀνῆλθεν εἰς 9.627.000 δολλάρια, αἱ δέ πληρωμαί εἰς 15.400.000 δολλάρια. [262, 789, 469, 854]
panopoulos-article [1245, 1041, 1572, 1299]
banks-row [260, 1039, 469, 1051]
runoff-text: Ἐν συνεχείᾳ κατόπιν τῶν ἀνωτέρω ἐγένετο συζήτησις καί ἐλήφθησαν σχετικαί ἀποφάσεις, αἱ ὁποῖαι θά ἀνακοινωθοῦν προσεχῶς. Αἱ ἁρμόδιαι ὑπηρεσίαι ἐπελήφθησαν τοῦ ζητήματος καί ἀναμένεται ἡ ὁριστική ρύθμισις αὐτοῦ ἐντός τῶν προσεχῶν ἡμερῶν. [676, 632, 1040, 797]
car-accident-headline: ΣΕ ΑΠΟΣΠΑΡΑΙ ΑΥΤΟΚΙΝΗΤΟΥ ΕΝΤΟΣ ΣΚΡΟΥ [1062, 1133, 1226, 1159]
councillors-text: Ἐν συνεχείᾳ κατόπιν τῶν ἀνωτέρω ἐγένετο συζήτησις καί ἐλήφθησαν σχετικαί ἀποφάσεις, αἱ ὁποῖαι θά ἀνακοινωθοῦν προσεχῶς. Αἱ ἁρμόδιαι ὑπηρεσίαι ἐπελήφθησαν τοῦ ζητήματος καί ἀναμένεται ἡ ὁριστική ρύθμισις αὐτοῦ ἐντός τῶν προσεχῶν ἡμερῶν. [676, 634, 853, 725]
councillors-headline: Ο ΑΡΙΘΜΟΣ ΤΩΝ ΣΥΜΒΟΥΛΩΝ ΚΑΙ Η ΣΕΙΡΑ ΕΚΛΟΓΗΣ [716, 619, 1000, 632]
industry-row [260, 1164, 469, 1176]
loans-row [44, 1051, 252, 1063]
loans-cell: — [244, 1098, 250, 1110]
industry-row [260, 1188, 469, 1200]
loans-cell: 117 [181, 991, 199, 1003]
industry-row [260, 1069, 469, 1081]
car-import-headline: ΑΠΑΓΟΡΕΥΣΙΣ ΕΙΣΑΓΩΓΗΣ ΑΥΤΟΚΙΝΗΤΩΝ [499, 1288, 641, 1314]
stock-total-value: Συνολική άξία χρεογράφων 2.723.970 χιλ. (—16.817 χιλ.) [128, 1203, 385, 1216]
liberal-party-headline: ΤΟ ΚΟΜΜΑ ΤΩΝ ΦΙΛΕΛΕΥΘΕΡΩΝ ΔΕΝ ΘΑ ΔΩΣΗ ΠΟΛΙΤΙΚΟΝ ΧΑΡΑΚΤΗΡΑ ΕΙΣ ΤΑΣ ΔΗΜ. ΕΚΛΟΓΑΣ [74, 739, 439, 770]
cyprus-article [1245, 187, 1572, 322]
loans-row [44, 1003, 252, 1015]
industry-row [260, 1105, 469, 1117]
industry-cell: Αθηνών [262, 1092, 297, 1104]
loans-cell: 152 [145, 1050, 163, 1062]
romania-headline: Η ΡΟΥΜΑΝΙΑ ΕΞΕΦΡΑΣΕ ΕΚ ΝΕΟΥ ΤΗΝ ΕΠΙΘΥΜΙΑΝ ΑΠΟΚΑΤΑΣΤΑΣΕΩΣ ΣΧΕΣΕΩΝ ΜΕΤΑ ΤΗΣ ΕΛΛΑΔΟΣ [1252, 336, 1565, 366]
hostages-text: Ἐν συνεχείᾳ κατόπιν τῶν ἀνωτέρω ἐγένετο συζήτησις καί ἐλήφθησαν σχετικαί ἀποφάσεις, αἱ ὁποῖαι θά ἀνακοινωθοῦν προσεχῶς. Αἱ ἁρμόδιαι ὑπηρεσίαι ἐπελήφθησαν τοῦ ζητήματος καί ἀναμένεται ἡ ὁριστική ρύθμισις αὐτοῦ ἐντός τῶν προσεχῶν ἡμερῶν. [1245, 388, 1572, 552]
industry-cell: 162 [449, 1187, 467, 1199]
hostages-title: ΠΑΡΑΔΟΣΙΣ ΟΜΗΡΩΝ [1265, 471, 1383, 484]
banks-cell: +1.49 [438, 991, 467, 1003]
panopoulos-headline: ΣΥΝΕΧΙΖΟΝΤΑΙ ΑΙ ΑΝΑΚΡΙΣΕΙΣ ΔΙΑ ΤΗΝ ΠΑΡΑΚΟΛΟΥΘΗΣΙΝ ΤΟΥ κ. ΠΑΝΟΠΟΥΛΟΥ ΥΠΟ ΠΡΟΣΩΠΩΝ ΑΣΤΥΦΥΛΑΚΩΝ [1268, 992, 1549, 1037]
workers-hearth-headline: ΝΕΟΣ ΠΡΟΕΔΡΟΣ ΤΗΣ «ΕΡΓΑΤΙΚΗΣ ΕΣΤΙΑΣ» [1084, 1257, 1204, 1282]
banks-cell: — [407, 1027, 414, 1039]
loans-cell: 105 [181, 1015, 199, 1027]
gatherings-text-cont: Υπό τοῦ ὑπουργείου Ἐσωτερικῶν κοινοποιεῖται σήμερον πρός ὅλους τούς νομάρχας ἐγκύκλιος διά τήν διεξαγωγήν τῶν δημοτικῶν καί κοινοτικῶν ἐκλογῶν. Ἡ ἐγκύκλιος καθορίζει τάς προθεσμίας διά τήν ὑποβολήν τῶν ὑποψηφιοτήτων καί τῶν συνδυασμῶν, ὡς καί τήν διαδικασίαν τῆς ψηφοφορίας. [864, 834, 1040, 938]
menandrou-text: Ἐν συνεχείᾳ κατόπιν τῶν ἀνωτέρω ἐγένετο συζήτησις καί ἐλήφθησαν σχετικαί ἀποφάσεις, αἱ ὁποῖαι θά ἀνακοινωθοῦν προσεχῶς. Αἱ ἁρμόδιαι ὑπηρεσίαι ἐπελήφθησαν τοῦ ζητήματος καί ἀναμένεται ἡ ὁριστική ρύθμισις αὐτοῦ ἐντός τῶν προσεχῶν ἡμερῶν. [1059, 805, 1229, 895]
industry-row [260, 1176, 469, 1188]
loans-header-cell [44, 978, 121, 992]
loans-cell: — [192, 1086, 199, 1098]
drachma-coins-headline: ΤΑ ΚΕΡΜΑΤΑ ΤΩΝ ΔΡΑΧΜΩΝ [1066, 900, 1222, 913]
councillors-article [676, 632, 1040, 808]
drachma-coins-text: Ἐν συνεχείᾳ κατόπιν τῶν ἀνωτέρω ἐγένετο συζήτησις καί ἐλήφθησαν σχετικαί ἀποφάσεις, αἱ ὁποῖαι θά ἀνακοινωθοῦν προσεχῶς. Αἱ ἁρμόδιαι ὑπηρεσίαι ἐπελήφθησαν τοῦ ζητήματος καί ἀναμένεται ἡ ὁριστική ρύθμισις αὐτοῦ ἐντός τῶν προσεχῶν ἡμερῶν. [1059, 915, 1229, 1005]
hydro-headline: ΕΓΕΝΟΝΤΟ ΤΑ ΕΓΚΑΙΝΙΑ ΤΟΥ ΥΔΡΟΗΛΕΚΤΡΙΚΟΥ ΕΡΓΟΣΤΑΣΙΟΥ ΤΟΥ ΑΓΡΑ ΠΑΡΟΥΣΙΑ ΤΩΝ ΕΠΙΣΗΜΩΝ [49, 584, 464, 614]
